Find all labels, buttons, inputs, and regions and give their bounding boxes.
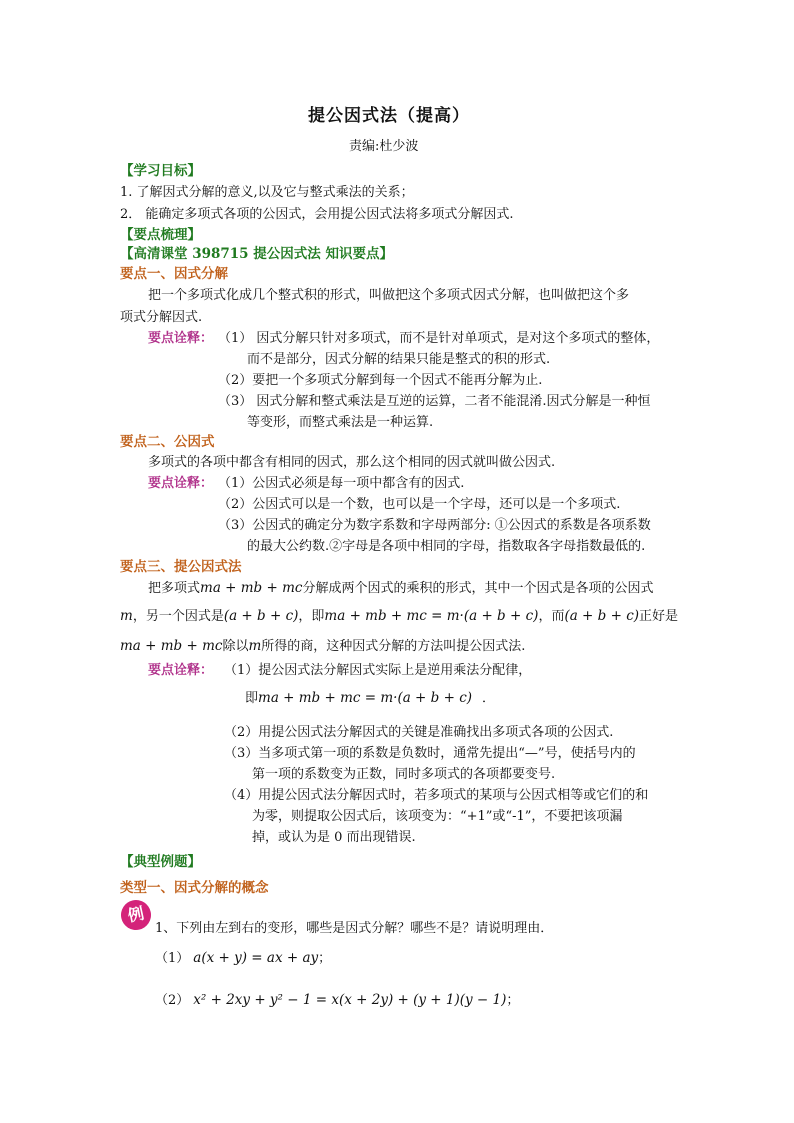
page-title: 提公因式法（提高） bbox=[308, 106, 470, 126]
formula: a(x + y) = ax + ay bbox=[193, 950, 319, 966]
formula: ma + mb + mc = m·(a + b + c) bbox=[324, 608, 539, 624]
point1-text: 把一个多项式化成几个整式积的形式，叫做把这个多项式因式分解，也叫做把这个多 bbox=[148, 288, 630, 303]
formula: (a + b + c) bbox=[564, 608, 640, 624]
question-text: 1、下列由左到右的变形，哪些是因式分解？哪些不是？请说明理由． bbox=[155, 921, 554, 936]
point3-formula: 即ma + mb + mc = m·(a + b + c) ． bbox=[245, 690, 496, 706]
point3-text: ma + mb + mc除以m所得的商，这种因式分解的方法叫提公因式法. bbox=[120, 638, 526, 654]
point1-note: 而不是部分，因式分解的结果只能是整式的积的形式. bbox=[247, 352, 551, 367]
point3-text: m，另一个因式是(a + b + c)，即ma + mb + mc = m·(a + b + c)，而(a + b + c)正好是 bbox=[120, 608, 679, 624]
formula: ma + mb + mc = m·(a + b + c) bbox=[258, 690, 473, 706]
formula: ma + mb + mc bbox=[200, 580, 303, 596]
type1-heading: 类型一、因式分解的概念 bbox=[120, 880, 269, 896]
sub-question: （2） x² + 2xy + y² − 1 = x(x + 2y) + (y + 1)(y − 1)； bbox=[155, 992, 520, 1008]
point2-heading: 要点二、公因式 bbox=[120, 434, 215, 450]
point1-heading: 要点一、因式分解 bbox=[120, 266, 228, 282]
point3-note: （1）提公因式法分解因式实际上是逆用乘法分配律， bbox=[224, 663, 532, 678]
point2-note: 的最大公约数.②字母是各项中相同的字母，指数取各字母指数最低的. bbox=[247, 539, 646, 554]
point3-heading: 要点三、提公因式法 bbox=[120, 559, 242, 575]
point1-note: （3） 因式分解和整式乘法是互逆的运算，二者不能混淆.因式分解是一种恒 bbox=[218, 394, 651, 409]
point1-text: 项式分解因式. bbox=[120, 310, 203, 325]
formula: m bbox=[248, 638, 262, 654]
point1-note: （1） 因式分解只针对多项式，而不是针对单项式，是对这个多项式的整体， bbox=[218, 331, 660, 346]
point3-note: （4）用提公因式法分解因式时，若多项式的某项与公因式相等或它们的和 bbox=[224, 788, 649, 803]
point3-note: 掉，或认为是 0 而出现错误. bbox=[252, 830, 416, 845]
point1-note-label: 要点诠释： bbox=[148, 331, 214, 346]
point1-note: （2）要把一个多项式分解到每一个因式不能再分解为止. bbox=[218, 373, 543, 388]
point1-note: 等变形，而整式乘法是一种运算. bbox=[247, 415, 434, 430]
editor-line: 责编:杜少波 bbox=[349, 139, 419, 154]
point2-note: （1）公因式必须是每一项中都含有的因式. bbox=[218, 476, 465, 491]
goal-item: 2． 能确定多项式各项的公因式，会用提公因式法将多项式分解因式. bbox=[120, 207, 514, 222]
point3-note: 第一项的系数变为正数，同时多项式的各项都要变号. bbox=[252, 767, 556, 782]
examples-heading: 【典型例题】 bbox=[120, 854, 201, 870]
point2-text: 多项式的各项中都含有相同的因式，那么这个相同的因式就叫做公因式. bbox=[148, 455, 556, 470]
formula: m bbox=[120, 608, 133, 624]
point2-note: （2）公因式可以是一个数，也可以是一个字母，还可以是一个多项式. bbox=[218, 497, 621, 512]
formula: x² + 2xy + y² − 1 = x(x + 2y) + (y + 1)(y − 1) bbox=[193, 992, 507, 1008]
point3-note: （2）用提公因式法分解因式的关键是准确找出多项式各项的公因式. bbox=[224, 725, 614, 740]
formula: ma + mb + mc bbox=[120, 638, 223, 654]
sub-question: （1） a(x + y) = ax + ay； bbox=[155, 950, 332, 966]
goals-heading: 【学习目标】 bbox=[120, 163, 201, 179]
point3-note: 为零，则提取公因式后，该项变为：“+1”或“-1”，不要把该项漏 bbox=[252, 809, 623, 824]
point3-note: （3）当多项式第一项的系数是负数时，通常先提出“—”号，使括号内的 bbox=[224, 746, 636, 761]
point3-text: 把多项式ma + mb + mc分解成两个因式的乘积的形式，其中一个因式是各项的公因式 bbox=[148, 580, 654, 596]
formula: (a + b + c) bbox=[223, 608, 299, 624]
example-badge-icon: 例 bbox=[118, 897, 154, 933]
goal-item: 1. 了解因式分解的意义,以及它与整式乘法的关系； bbox=[120, 185, 414, 200]
point3-note-label: 要点诠释： bbox=[148, 663, 214, 678]
point2-note-label: 要点诠释： bbox=[148, 476, 214, 491]
course-link[interactable]: 【高清课堂 398715 提公因式法 知识要点】 bbox=[120, 246, 393, 262]
points-heading: 【要点梳理】 bbox=[120, 227, 201, 243]
point2-note: （3）公因式的确定分为数字系数和字母两部分: ①公因式的系数是各项系数 bbox=[218, 518, 651, 533]
